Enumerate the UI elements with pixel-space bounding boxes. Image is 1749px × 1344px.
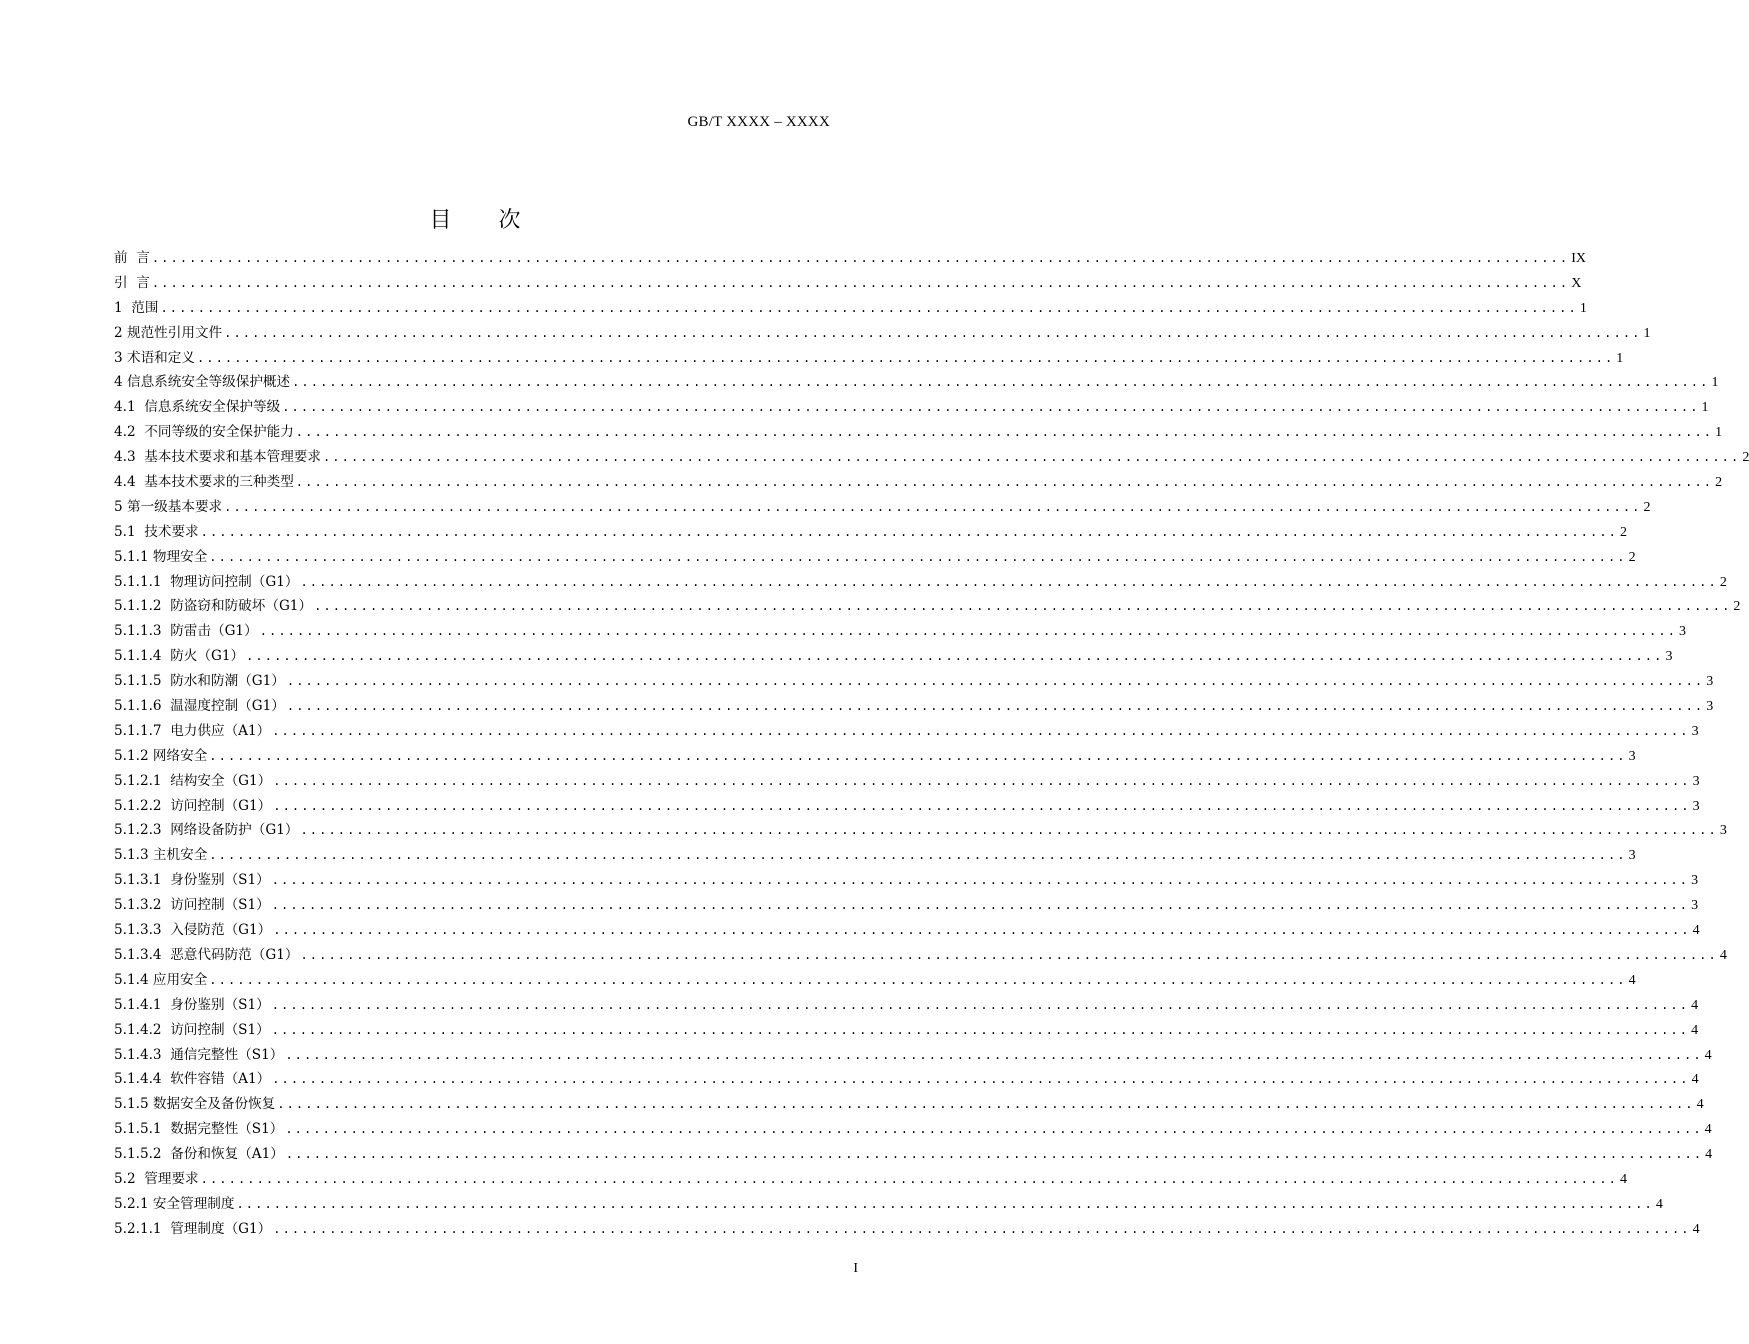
- toc-dot-leader: ........................................................................................................................................................: [286, 699, 1705, 714]
- toc-entry-label: 5.1.1.2 防盗窃和防破坏（G1）: [114, 598, 313, 615]
- toc-entry-page: 4: [1692, 1221, 1700, 1237]
- toc-entry-page: 2: [1715, 475, 1723, 491]
- toc-entry[interactable]: [114, 570, 1727, 595]
- toc-entry-label: 4.4 基本技术要求的三种类型: [114, 474, 294, 491]
- toc-dot-leader: ........................................................................................................................................................: [224, 499, 1642, 514]
- toc-entry-page: 3: [1706, 699, 1714, 715]
- toc-entry[interactable]: [114, 1117, 1712, 1142]
- toc-entry-label: 5.1.1.6 温湿度控制（G1）: [114, 698, 285, 715]
- toc-entry-label: 1 范围: [114, 299, 159, 316]
- toc-dot-leader: ........................................................................................................................................................: [272, 723, 1690, 738]
- toc-entry-page: 3: [1691, 723, 1699, 739]
- toc-dot-leader: ........................................................................................................................................................: [271, 873, 1690, 888]
- toc-dot-leader: ........................................................................................................................................................: [151, 251, 1570, 265]
- toc-entry[interactable]: [114, 395, 1709, 420]
- toc-entry-label: 2 规范性引用文件: [114, 324, 223, 341]
- page-number: I: [853, 1261, 858, 1276]
- toc-entry-page: 4: [1691, 1072, 1699, 1088]
- toc-entry-page: 2: [1719, 574, 1727, 590]
- toc-entry-page: X: [1571, 275, 1582, 291]
- toc-entry[interactable]: [114, 1217, 1700, 1242]
- toc-entry-label: 5.1.4.2 访问控制（S1）: [114, 1021, 270, 1038]
- toc-entry-page: 4: [1619, 1171, 1627, 1187]
- page-title: 目 次: [429, 208, 541, 233]
- toc-entry[interactable]: [114, 321, 1651, 346]
- toc-entry-page: 1: [1715, 425, 1723, 441]
- toc-entry-label: 4 信息系统安全等级保护概述: [114, 374, 291, 391]
- toc-entry-label: 5.1.3 主机安全: [114, 847, 208, 864]
- toc-entry[interactable]: [114, 794, 1700, 819]
- toc-dot-leader: ........................................................................................................................................................: [259, 624, 1678, 639]
- toc-dot-leader: ........................................................................................................................................................: [200, 524, 1618, 539]
- toc-entry[interactable]: [114, 1067, 1699, 1092]
- toc-dot-leader: ........................................................................................................................................................: [271, 1022, 1690, 1037]
- toc-entry[interactable]: [114, 918, 1700, 943]
- toc-dot-leader: ........................................................................................................................................................: [209, 549, 1627, 564]
- toc-entry-label: 5.1.5.2 备份和恢复（A1）: [114, 1146, 284, 1163]
- toc-entry-page: 3: [1691, 873, 1699, 889]
- toc-dot-leader: ........................................................................................................................................................: [209, 972, 1627, 987]
- toc-entry[interactable]: [114, 893, 1699, 918]
- toc-entry-label: 5.2.1 安全管理制度: [114, 1195, 235, 1212]
- toc-entry[interactable]: [114, 868, 1699, 893]
- toc-entry[interactable]: [114, 968, 1636, 993]
- toc-entry[interactable]: [114, 694, 1714, 719]
- toc-dot-leader: ........................................................................................................................................................: [236, 1196, 1654, 1211]
- toc-entry-label: 前 言: [114, 250, 150, 266]
- toc-entry-page: 2: [1742, 450, 1749, 466]
- toc-entry-page: 1: [1701, 400, 1709, 416]
- toc-entry-page: 4: [1691, 1022, 1699, 1038]
- toc-entry[interactable]: [114, 420, 1723, 445]
- toc-entry[interactable]: [114, 1192, 1663, 1217]
- toc-entry-page: 1: [1711, 375, 1719, 391]
- toc-dot-leader: ........................................................................................................................................................: [300, 823, 1718, 838]
- toc-dot-leader: ........................................................................................................................................................: [277, 1097, 1695, 1112]
- toc-entry[interactable]: [114, 818, 1727, 843]
- toc-entry-label: 5.1.4.4 软件容错（A1）: [114, 1071, 271, 1088]
- toc-entry-label: 5.1.4 应用安全: [114, 971, 208, 988]
- toc-entry-label: 5.1.4.1 身份鉴别（S1）: [114, 996, 270, 1013]
- toc-entry[interactable]: [114, 843, 1636, 868]
- toc-dot-leader: ........................................................................................................................................................: [151, 275, 1570, 290]
- toc-dot-leader: ........................................................................................................................................................: [282, 400, 1700, 415]
- toc-entry-label: 5.1.5 数据安全及备份恢复: [114, 1096, 276, 1113]
- toc-entry[interactable]: [114, 370, 1719, 395]
- toc-entry-page: 3: [1628, 848, 1636, 864]
- toc-entry-page: 2: [1643, 499, 1651, 515]
- document-code-header: GB/T XXXX – XXXX: [687, 114, 830, 130]
- toc-entry-page: 3: [1691, 898, 1699, 914]
- toc-entry-label: 5.1.1.3 防雷击（G1）: [114, 623, 258, 640]
- table-of-contents: [114, 246, 1749, 1242]
- toc-entry-page: 3: [1679, 624, 1687, 640]
- toc-entry-label: 5.1.2.1 结构安全（G1）: [114, 772, 272, 789]
- toc-entry-page: 3: [1665, 649, 1673, 665]
- toc-entry-page: 4: [1704, 1047, 1712, 1063]
- toc-entry[interactable]: [114, 943, 1727, 968]
- toc-dot-leader: ........................................................................................................................................................: [160, 300, 1578, 315]
- toc-dot-leader: ........................................................................................................................................................: [271, 898, 1690, 913]
- toc-entry[interactable]: [114, 470, 1723, 495]
- toc-entry-label: 5.1.4.3 通信完整性（S1）: [114, 1046, 284, 1063]
- toc-entry-page: 2: [1628, 549, 1636, 565]
- toc-entry-page: 1: [1643, 325, 1651, 341]
- toc-entry-page: 1: [1579, 300, 1587, 316]
- toc-entry-label: 5.1.2.2 访问控制（G1）: [114, 797, 272, 814]
- toc-entry-page: 1: [1616, 350, 1624, 366]
- toc-dot-leader: ........................................................................................................................................................: [273, 798, 1691, 813]
- toc-entry[interactable]: [114, 520, 1627, 545]
- toc-dot-leader: ........................................................................................................................................................: [322, 450, 1741, 465]
- toc-entry-page: 3: [1706, 674, 1714, 690]
- toc-entry[interactable]: [114, 644, 1673, 669]
- toc-entry-label: 5.1.1.4 防火（G1）: [114, 648, 245, 665]
- toc-entry-page: 3: [1628, 748, 1636, 764]
- toc-entry[interactable]: [114, 495, 1651, 520]
- toc-entry-label: 5.1.2.3 网络设备防护（G1）: [114, 822, 299, 839]
- toc-entry-label: 5.1.1 物理安全: [114, 548, 208, 565]
- toc-dot-leader: ........................................................................................................................................................: [285, 1047, 1703, 1062]
- toc-entry[interactable]: [114, 669, 1714, 694]
- toc-dot-leader: ........................................................................................................................................................: [300, 947, 1718, 962]
- toc-dot-leader: ........................................................................................................................................................: [285, 1122, 1703, 1137]
- toc-entry-page: 4: [1655, 1196, 1663, 1212]
- toc-dot-leader: ........................................................................................................................................................: [196, 350, 1615, 365]
- toc-dot-leader: ........................................................................................................................................................: [224, 325, 1642, 340]
- toc-dot-leader: ........................................................................................................................................................: [286, 674, 1705, 689]
- toc-dot-leader: ........................................................................................................................................................: [272, 1072, 1690, 1087]
- toc-dot-leader: ........................................................................................................................................................: [273, 773, 1691, 788]
- toc-entry[interactable]: [114, 346, 1624, 371]
- toc-entry-label: 5.1 技术要求: [114, 523, 199, 540]
- toc-entry-label: 4.1 信息系统安全保护等级: [114, 399, 281, 416]
- toc-entry-label: 5.1.5.1 数据完整性（S1）: [114, 1121, 284, 1138]
- toc-entry-label: 5 第一级基本要求: [114, 498, 223, 515]
- toc-entry-label: 5.1.3.1 身份鉴别（S1）: [114, 872, 270, 889]
- toc-entry[interactable]: [114, 1142, 1713, 1167]
- toc-dot-leader: ........................................................................................................................................................: [273, 923, 1691, 938]
- toc-entry[interactable]: [114, 1043, 1712, 1068]
- toc-entry-label: 3 术语和定义: [114, 349, 195, 366]
- toc-entry-page: 3: [1692, 773, 1700, 789]
- toc-entry[interactable]: [114, 445, 1749, 470]
- toc-entry[interactable]: [114, 545, 1636, 570]
- toc-entry[interactable]: [114, 1167, 1627, 1192]
- toc-entry[interactable]: [114, 619, 1687, 644]
- toc-entry-label: 4.3 基本技术要求和基本管理要求: [114, 449, 321, 466]
- toc-entry-page: 2: [1733, 599, 1741, 615]
- toc-entry-label: 5.2.1.1 管理制度（G1）: [114, 1220, 272, 1237]
- toc-dot-leader: ........................................................................................................................................................: [209, 748, 1627, 763]
- toc-entry-page: IX: [1571, 251, 1586, 266]
- toc-entry-page: 4: [1705, 1147, 1713, 1163]
- toc-entry-label: 5.1.1.1 物理访问控制（G1）: [114, 573, 299, 590]
- toc-dot-leader: ........................................................................................................................................................: [292, 375, 1710, 390]
- toc-entry-label: 引 言: [114, 274, 150, 291]
- toc-entry-page: 4: [1719, 947, 1727, 963]
- toc-entry-label: 4.2 不同等级的安全保护能力: [114, 424, 294, 441]
- toc-entry[interactable]: [114, 744, 1636, 769]
- toc-entry[interactable]: [114, 296, 1587, 321]
- toc-dot-leader: ........................................................................................................................................................: [314, 599, 1732, 614]
- toc-entry-label: 5.1.3.2 访问控制（S1）: [114, 897, 270, 914]
- toc-dot-leader: ........................................................................................................................................................: [271, 997, 1690, 1012]
- toc-entry[interactable]: [114, 594, 1741, 619]
- toc-dot-leader: ........................................................................................................................................................: [300, 574, 1718, 589]
- toc-dot-leader: ........................................................................................................................................................: [209, 848, 1627, 863]
- toc-dot-leader: ........................................................................................................................................................: [295, 425, 1714, 440]
- toc-dot-leader: ........................................................................................................................................................: [285, 1147, 1704, 1162]
- toc-entry[interactable]: [114, 769, 1700, 794]
- toc-entry-page: 4: [1696, 1097, 1704, 1113]
- toc-entry[interactable]: [114, 1092, 1704, 1117]
- toc-entry-page: 4: [1691, 997, 1699, 1013]
- toc-dot-leader: ........................................................................................................................................................: [295, 475, 1714, 490]
- toc-entry-label: 5.1.3.3 入侵防范（G1）: [114, 922, 272, 939]
- toc-dot-leader: ........................................................................................................................................................: [246, 649, 1664, 664]
- toc-entry-label: 5.1.3.4 恶意代码防范（G1）: [114, 946, 299, 963]
- toc-entry-label: 5.2 管理要求: [114, 1170, 199, 1187]
- toc-dot-leader: ........................................................................................................................................................: [200, 1171, 1618, 1186]
- toc-entry[interactable]: [114, 246, 1586, 271]
- toc-entry-page: 4: [1704, 1122, 1712, 1138]
- toc-entry-label: 5.1.2 网络安全: [114, 747, 208, 764]
- toc-entry-page: 3: [1719, 823, 1727, 839]
- toc-entry-page: 4: [1692, 923, 1700, 939]
- toc-entry[interactable]: [114, 1018, 1699, 1043]
- toc-entry-page: 2: [1619, 524, 1627, 540]
- toc-entry-label: 5.1.1.5 防水和防潮（G1）: [114, 673, 285, 690]
- toc-entry[interactable]: [114, 993, 1699, 1018]
- toc-entry-page: 3: [1692, 798, 1700, 814]
- toc-dot-leader: ........................................................................................................................................................: [273, 1221, 1691, 1236]
- toc-entry[interactable]: [114, 719, 1699, 744]
- toc-entry[interactable]: [114, 271, 1582, 296]
- toc-entry-page: 4: [1628, 972, 1636, 988]
- toc-entry-label: 5.1.1.7 电力供应（A1）: [114, 722, 271, 739]
